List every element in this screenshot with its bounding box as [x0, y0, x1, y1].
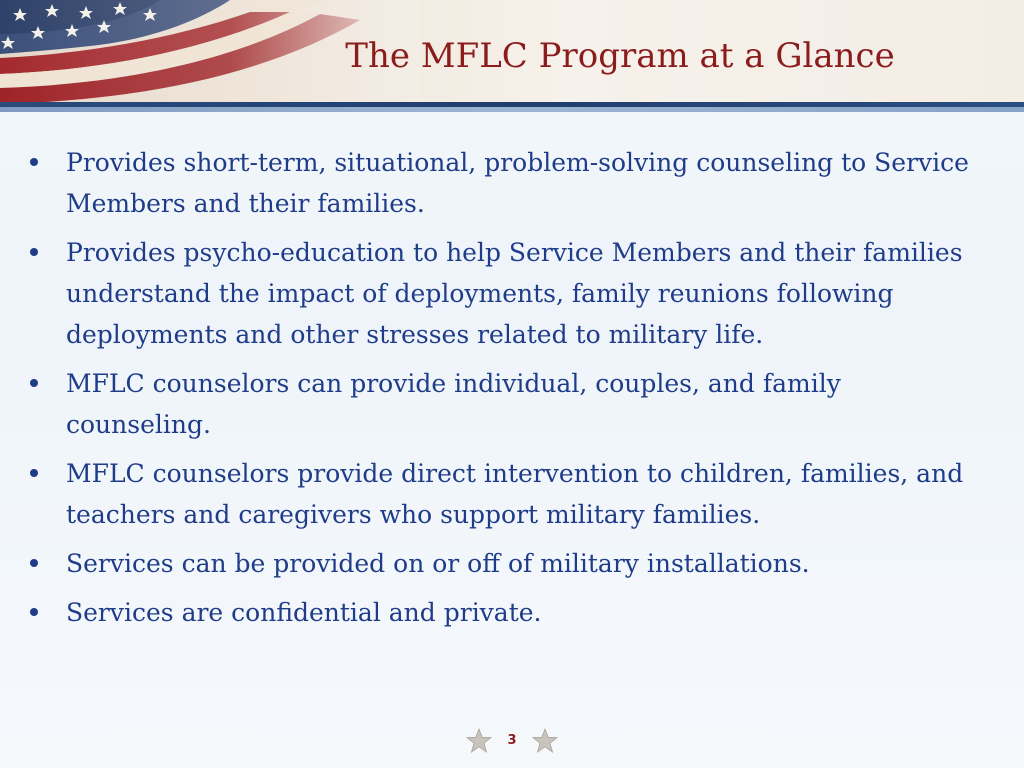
bullet-icon — [30, 559, 38, 567]
bullet-icon — [30, 608, 38, 616]
star-icon — [466, 728, 492, 754]
list-item-text: MFLC counselors can provide individual, couples, and family counseling. — [66, 369, 841, 439]
star-icon — [532, 728, 558, 754]
bullet-icon — [30, 158, 38, 166]
bullet-icon — [30, 469, 38, 477]
slide-header — [0, 0, 1024, 104]
list-item-text: MFLC counselors provide direct intervention to children, families, and teachers and caregivers who support military families. — [66, 459, 964, 529]
header-divider-accent — [0, 107, 1024, 112]
list-item — [22, 232, 982, 355]
slide-footer — [462, 728, 562, 758]
list-item — [22, 142, 982, 224]
list-item-text: Provides short-term, situational, problem-solving counseling to Service Members and their families. — [66, 148, 969, 218]
list-item-text: Services can be provided on or off of military installations. — [66, 549, 810, 578]
page-title: The MFLC Program at a Glance — [345, 36, 895, 76]
bullet-icon — [30, 379, 38, 387]
list-item — [22, 453, 982, 535]
bullet-icon — [30, 248, 38, 256]
page-number: 3 — [507, 733, 517, 748]
list-item-text: Services are confidential and private. — [66, 598, 542, 627]
bullet-list — [22, 142, 982, 633]
list-item — [22, 592, 982, 633]
list-item-text: Provides psycho-education to help Service Members and their families understand the impact of deployments, family reunions following deployments and other stresses related to military life. — [66, 238, 963, 349]
list-item — [22, 543, 982, 584]
list-item — [22, 363, 982, 445]
slide-body — [22, 142, 982, 641]
